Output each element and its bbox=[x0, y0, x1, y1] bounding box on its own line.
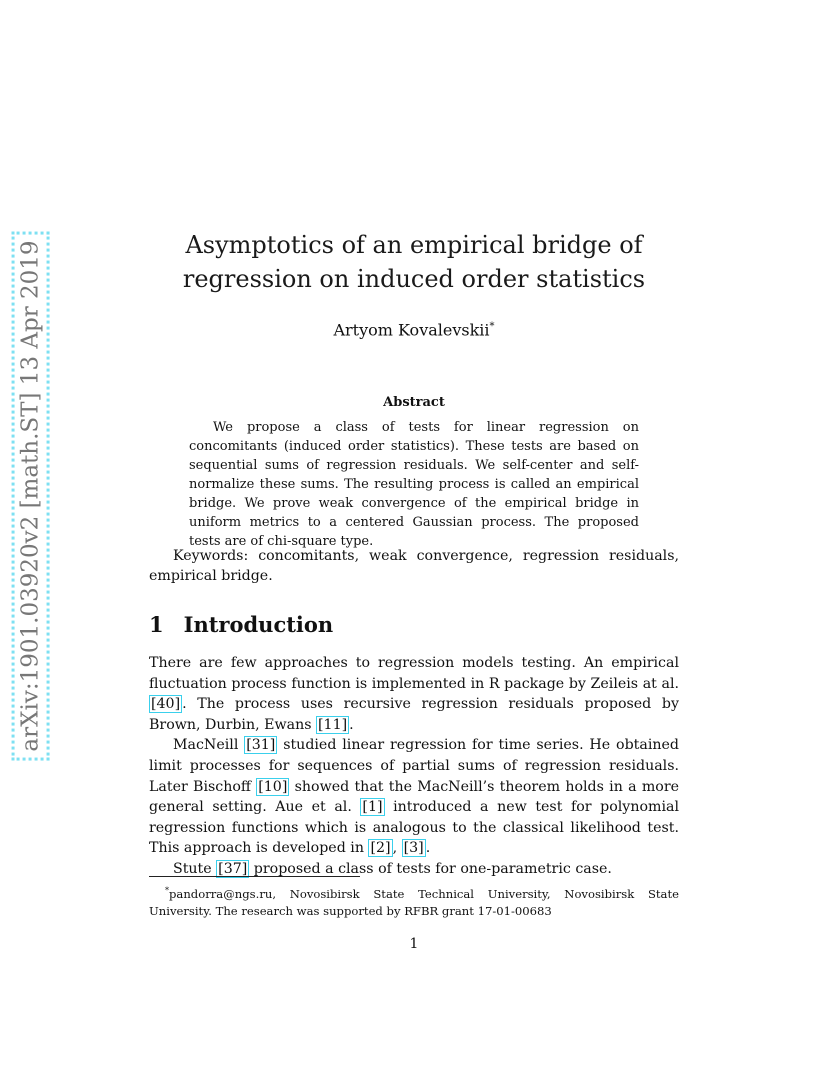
title-line-2: regression on induced order statistics bbox=[182, 265, 646, 293]
paragraph-text: Stute bbox=[173, 860, 217, 877]
section-number: 1 bbox=[149, 612, 164, 637]
citation-link[interactable]: [31] bbox=[246, 737, 276, 754]
citation-link[interactable]: [10] bbox=[258, 778, 288, 795]
author-footnote-mark: * bbox=[489, 321, 495, 332]
paragraph-1 bbox=[149, 653, 679, 735]
author-line bbox=[100, 316, 728, 341]
abstract-heading: Abstract bbox=[383, 395, 445, 410]
paragraph-text: , bbox=[392, 840, 402, 857]
author-name: Artyom Kovalevskii bbox=[333, 320, 490, 340]
paragraph-text: . The process uses recursive regression residuals proposed by Brown, Durbin, Ewans bbox=[149, 696, 679, 733]
paper-title bbox=[100, 228, 728, 296]
citation-link[interactable]: [3] bbox=[403, 840, 424, 857]
citation-link[interactable]: [2] bbox=[370, 840, 391, 857]
paragraph-text: introduced a new test for polynomial regression functions which is analogous to the classical likelihood test. This approach is developed in bbox=[149, 799, 679, 857]
page-number: 1 bbox=[409, 936, 419, 952]
footnote-divider bbox=[149, 876, 360, 877]
paragraph-text: There are few approaches to regression models testing. An empirical fluctuation process function is implemented in R package by Zeileis at al. bbox=[149, 655, 679, 692]
introduction-body bbox=[149, 653, 679, 880]
paragraph-text: . bbox=[425, 840, 431, 857]
citation-link[interactable]: [37] bbox=[218, 860, 248, 877]
abstract-text: We propose a class of tests for linear regression on concomitants (induced order statistics). These tests are based on sequential sums of regression residuals. We self-center and self-normalize these sums. The resulting process is called an empirical bridge. We prove weak convergence of the empirical bridge in uniform metrics to a centered Gaussian process. The proposed tests are of chi-square type. bbox=[189, 420, 639, 549]
citation-link[interactable]: [1] bbox=[362, 799, 383, 816]
citation-link[interactable]: [40] bbox=[151, 696, 181, 713]
footnote bbox=[149, 882, 679, 920]
title-line-1: Asymptotics of an empirical bridge of bbox=[185, 231, 643, 259]
paragraph-2 bbox=[149, 735, 679, 859]
citation-link[interactable]: [11] bbox=[318, 716, 348, 733]
arxiv-stamp[interactable]: arXiv:1901.03920v2 [math.ST] 13 Apr 2019 bbox=[12, 231, 50, 760]
section-heading bbox=[149, 610, 333, 640]
paragraph-text: showed that the MacNeill’s theorem holds in a more general setting. Aue et al. bbox=[149, 778, 680, 816]
arxiv-stamp-container bbox=[10, 238, 52, 754]
paragraph-text: proposed a class of tests for one-parametric case. bbox=[249, 860, 612, 877]
keywords: Keywords: concomitants, weak convergence, regression residuals, empirical bridge. bbox=[149, 548, 679, 584]
section-title: Introduction bbox=[183, 612, 334, 637]
footnote-text: pandorra@ngs.ru, Novosibirsk State Technical University, Novosibirsk State University. The research was supported by RFBR grant 17-01-00683 bbox=[149, 886, 679, 918]
paragraph-text: . bbox=[349, 716, 354, 733]
footnote-mark: * bbox=[165, 886, 169, 895]
paragraph-text: MacNeill bbox=[173, 737, 245, 754]
paragraph-text: studied linear regression for time series. He obtained limit processes for sequences of partial sums of regression residuals. Later Bischoff bbox=[149, 737, 679, 795]
